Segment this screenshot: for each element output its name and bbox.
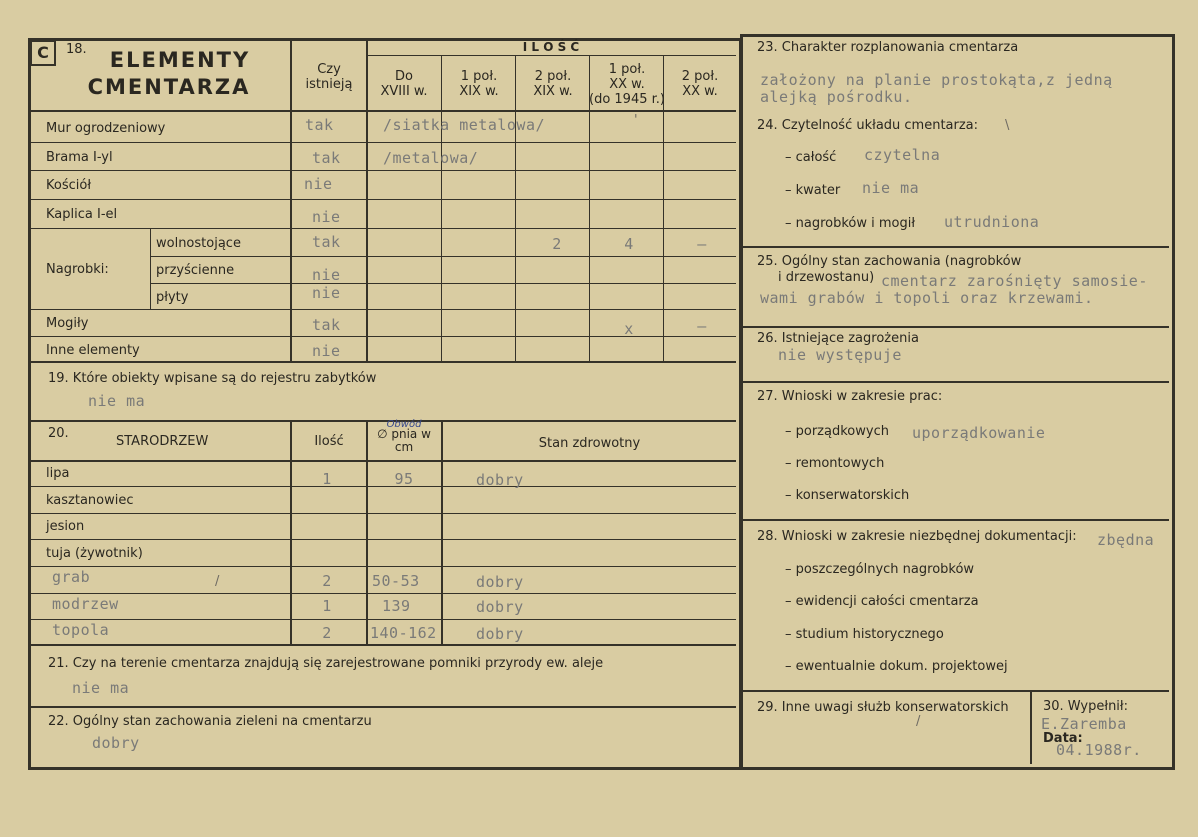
row-note-brama: /metalowa/ [383,149,479,167]
section-28-value: zbędna [1097,531,1155,549]
col-header-stan: Stan zdrowotny [538,436,641,451]
section-25-label-line2: i drzewostanu) [778,270,875,285]
row-label-inne: Inne elementy [46,343,140,358]
row-value-wolnostojace-2pol-xix: 2 [552,235,562,253]
row-value-mogily-czy: tak [312,316,341,334]
section-28-item-4: – ewentualnie dokum. projektowej [785,659,1008,674]
pencil-tick-mark: / [215,574,220,589]
row-label-kaplica: Kaplica I-el [46,207,118,222]
period-header-4: 1 poł. XX w. (do 1945 r.) [589,62,665,107]
col-header-ilosc-trees: Ilość [314,434,344,449]
row-label-mur: Mur ogrodzeniowy [46,121,166,136]
row-value-wolnostojace-1pol-xx: 4 [624,235,634,253]
period-header-5: 2 poł. XX w. [681,69,719,99]
section-24-nagrobkow-value: utrudniona [944,213,1040,231]
section-27-porzadkowych-value: uporządkowanie [912,424,1046,442]
section-24-label: 24. Czytelność układu cmentarza: [757,118,979,133]
row-value-wolnostojace-czy: tak [312,233,341,251]
section-28-item-3: – studium historycznego [785,627,944,642]
section-18-number: 18. [66,42,87,57]
row-value-kosciol-czy: nie [304,175,333,193]
col-header-ilosc: I L O Ś Ć [522,40,580,54]
section-23-value-line1: założony na planie prostokąta,z jedną [760,71,1113,89]
tree-stan: dobry [476,471,524,489]
row-value-kaplica-czy: nie [312,208,341,226]
tree-stan: dobry [476,625,524,643]
tree-stan: dobry [476,598,524,616]
section-26-label: 26. Istniejące zagrożenia [757,331,919,346]
section-18-title-line2: CMENTARZA [87,75,251,99]
row-label-wolnostojace: wolnostojące [156,236,241,251]
tree-name: grab [52,568,91,586]
section-30-label: 30. Wypełnił: [1043,699,1128,714]
row-value-mogily-2pol-xx: – [697,317,707,335]
section-letter-box: C [30,40,56,66]
section-28-item-2: – ewidencji całości cmentarza [785,594,979,609]
tree-stan: dobry [476,573,524,591]
tree-name: kasztanowiec [46,493,134,508]
section-27-konserwatorskich-label: – konserwatorskich [785,488,910,503]
pencil-tick-mark: / [916,714,921,729]
tree-ilosc: 1 [322,470,332,488]
row-label-przyscienne: przyścienne [156,263,235,278]
pencil-tick-mark: \ [1005,118,1010,133]
row-value-inne-czy: nie [312,342,341,360]
section-28-label: 28. Wnioski w zakresie niezbędnej dokumentacji: [757,529,1077,544]
row-label-brama: Brama I-yl [46,150,113,165]
section-29-label: 29. Inne uwagi służb konserwatorskich [757,700,1009,715]
section-24-nagrobkow-label: – nagrobków i mogił [785,216,916,231]
row-value-mogily-1pol-xx: x [624,320,634,338]
row-value-przyscienne-czy: nie [312,266,341,284]
section-22-label: 22. Ogólny stan zachowania zieleni na cmentarzu [48,714,372,729]
tree-ilosc: 2 [322,572,332,590]
section-24-kwater-label: – kwater [785,183,841,198]
row-label-nagrobki: Nagrobki: [46,262,109,277]
section-30-data-label: Data: [1043,731,1083,746]
col-header-phi: ∅ pnia w cm [377,427,431,454]
row-value-plyty-czy: nie [312,284,341,302]
section-19-label: 19. Które obiekty wpisane są do rejestru zabytków [48,371,377,386]
section-21-label: 21. Czy na terenie cmentarza znajdują się zarejestrowane pomniki przyrody ew. aleje [48,656,604,671]
row-label-plyty: płyty [156,290,189,305]
row-value-mur-czy: tak [305,116,334,134]
tree-phi: 50-53 [372,572,420,590]
tree-name: jesion [46,519,85,534]
section-28-item-1: – poszczególnych nagrobków [785,562,975,577]
tree-phi: 95 [394,470,414,488]
period-header-2: 1 poł. XIX w. [459,69,499,99]
row-label-kosciol: Kościół [46,178,92,193]
section-25-value-line2: wami grabów i topoli oraz krzewami. [760,289,1094,307]
row-note-mur: /siatka metalowa/ [383,116,546,134]
tree-phi: 139 [382,597,411,615]
tree-name: tuja (żywotnik) [46,546,143,561]
row-label-mogily: Mogiły [46,316,89,331]
section-19-value: nie ma [88,392,146,410]
tree-ilosc: 1 [322,597,332,615]
tree-name: lipa [46,466,70,481]
tree-phi: 140-162 [370,624,437,642]
section-25-label-line1: 25. Ogólny stan zachowania (nagrobków [757,254,1022,269]
section-20-title: STARODRZEW [116,434,209,449]
row-value-wolnostojace-2pol-xx: – [697,235,707,253]
section-23-value-line2: alejką pośrodku. [760,88,913,106]
section-24-calosc-value: czytelna [864,146,941,164]
section-18-title-line1: ELEMENTY [109,48,251,72]
col-header-phi-note: Obwód [386,419,422,430]
section-26-value: nie występuje [778,346,902,364]
col-header-czy-istnieja: Czy istnieją [305,62,353,92]
section-20-number: 20. [48,426,69,441]
pencil-tick-mark: ' [634,113,638,128]
section-21-value: nie ma [72,679,130,697]
section-24-calosc-label: – całość [785,150,837,165]
section-27-porzadkowych-label: – porządkowych [785,424,889,439]
section-25-value-line1: cmentarz zarośnięty samosie- [881,272,1148,290]
section-24-kwater-value: nie ma [862,179,920,197]
tree-name: modrzew [52,595,119,613]
section-23-label: 23. Charakter rozplanowania cmentarza [757,40,1019,55]
section-30-name: E.Zaremba [1041,715,1127,733]
section-27-label: 27. Wnioski w zakresie prac: [757,389,943,404]
section-30-date: 04.1988r. [1056,741,1142,759]
tree-ilosc: 2 [322,624,332,642]
period-header-3: 2 poł. XIX w. [533,69,573,99]
section-27-remontowych-label: – remontowych [785,456,885,471]
section-22-value: dobry [92,734,140,752]
tree-name: topola [52,621,110,639]
row-value-brama-czy: tak [312,149,341,167]
period-header-1: Do XVIII w. [380,69,428,99]
